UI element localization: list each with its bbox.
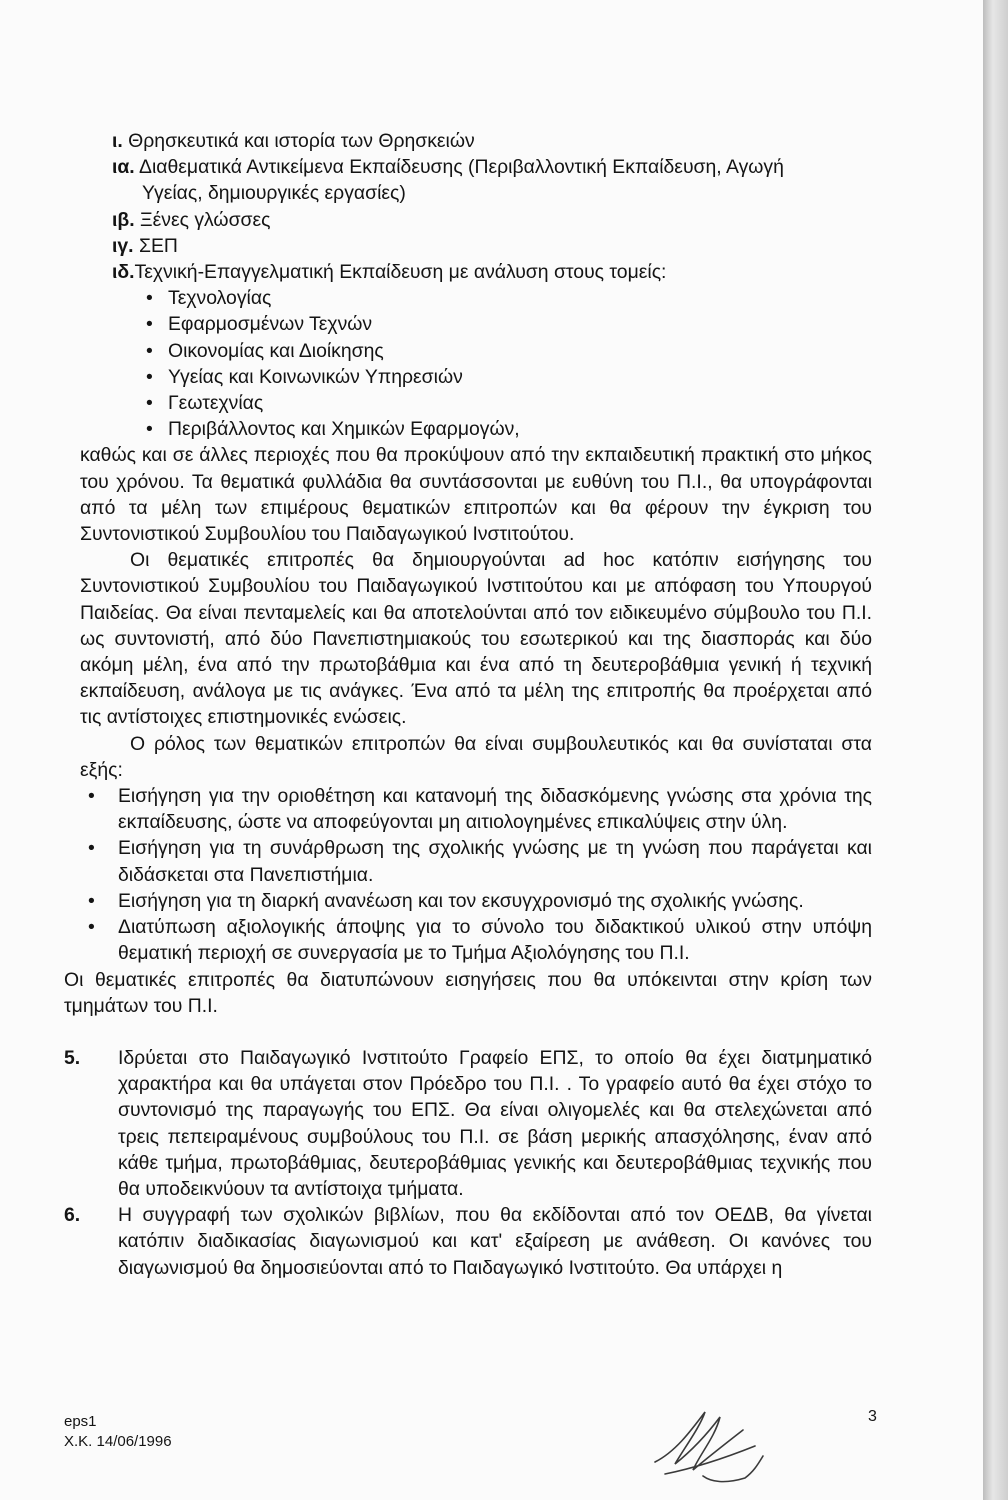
point-text: Ιδρύεται στο Παιδαγωγικό Ινστιτούτο Γραφείο ΕΠΣ, το οποίο θα έχει διατμηματικό χαρακτήρα και θα υπάγεται στον Πρόεδρο του Π.Ι. . Το γραφείο αυτό θα έχει στόχο το συντονισμό της παραγωγής του ΕΠΣ. Θα είναι ολιγομελές και θα στελεχώνεται από τρεις πεπειραμένους συμβούλους του Π.Ι. σε βάση μερικής απασχόλησης, έναν από κάθε τμήμα, πρωτοβάθμιας, δευτεροβάθμιας γενικής και δευτεροβάθμιας τεχνικής που θα υποδεικνύουν τα αντίστοιχα τμήματα. xyxy=(118,1046,872,1200)
subject-item xyxy=(80,233,872,259)
role-bullet: • Εισήγηση για τη συνάρθρωση της σχολικής γνώσης με τη γνώση που παράγεται και διδάσκεται στα Πανεπιστήμια. xyxy=(80,835,872,887)
paragraph-thematic-leaflets: καθώς και σε άλλες περιοχές που θα προκύψουν από την εκπαιδευτική πρακτική στο μήκος του χρόνου. Τα θεματικά φυλλάδια θα συντάσσονται με ευθύνη του Π.Ι., θα υπογράφονται από τα μέλη των επιμέρους θεματικών επιτροπών και θα φέρουν την έγκριση του Συντονιστικού Συμβουλίου του Παιδαγωγικού Ινστιτούτου. xyxy=(80,444,872,546)
page-edge xyxy=(983,0,1008,1500)
point-number: 5. xyxy=(64,1046,81,1069)
paragraph-recommendations: Οι θεματικές επιτροπές θα διατυπώνουν εισηγήσεις που θα υπόκεινται στην κρίση των τμημάτων του Π.Ι. xyxy=(64,968,872,1017)
subject-item xyxy=(80,154,872,206)
paragraph-committees: Οι θεματικές επιτροπές θα δημιουργούνται ad hoc κατόπιν εισήγησης του Συντονιστικού Συμβουλίου του Παιδαγωγικού Ινστιτούτου και με απόφαση του Υπουργού Παιδείας. Θα είναι πενταμελείς και θα αποτελούνται από τον ειδικευμένο σύμβουλο του Π.Ι. ως συντονιστή, από δύο Πανεπιστημιακούς του εσωτερικού και της διασποράς και δύο ακόμη μέλη, ένα από την πρωτοβάθμια και ένα από τη δευτεροβάθμια γενική ή τεχνική εκπαίδευση, ανάλογα με τις ανάγκες. Ένα από τα μέλη της επιτροπής θα προέρχεται από τις αντίστοιχες επιστημονικές ενώσεις. xyxy=(80,549,872,729)
sector-bullet: • Γεωτεχνίας xyxy=(80,390,872,416)
item-continuation: Υγείας, δημιουργικές εργασίες) xyxy=(142,182,406,205)
item-text: ΣΕΠ xyxy=(138,234,178,257)
footer-date: Χ.Κ. 14/06/1996 xyxy=(64,1433,172,1450)
sector-bullet: • Υγείας και Κοινωνικών Υπηρεσιών xyxy=(80,364,872,390)
item-text: Διαθεματικά Αντικείμενα Εκπαίδευσης (Περιβαλλοντική Εκπαίδευση, Αγωγή xyxy=(139,156,784,179)
signature xyxy=(645,1392,775,1492)
sector-bullet: • Περιβάλλοντος και Χημικών Εφαρμογών, xyxy=(80,416,872,442)
document-body xyxy=(64,128,872,1281)
item-text: Τεχνική-Επαγγελματική Εκπαίδευση με ανάλυση στους τομείς: xyxy=(134,261,667,284)
role-bullet: • Διατύπωση αξιολογικής άποψης για το σύνολο του διδακτικού υλικού στην υπόψη θεματική περιοχή σε συνεργασία με το Τμήμα Αξιολόγησης του Π.Ι. xyxy=(80,914,872,966)
item-number: ιβ. xyxy=(112,208,135,231)
item-text: Θρησκευτικά και ιστορία των Θρησκειών xyxy=(128,130,475,152)
point-text: Η συγγραφή των σχολικών βιβλίων, που θα εκδίδονται από τον ΟΕΔΒ, θα γίνεται κατόπιν διαδικασίας διαγωνισμού και κατ' εξαίρεση με ανάθεση. Οι κανόνες του διαγωνισμού θα δημοσιεύονται από το Παιδαγωγικό Ινστιτούτο. Θα υπάρχει η xyxy=(118,1204,872,1279)
item-number: ιδ. xyxy=(112,261,135,284)
item-text: Ξένες γλώσσες xyxy=(140,208,271,231)
sector-bullet: • Τεχνολογίας xyxy=(80,285,872,311)
item-number: ιγ. xyxy=(112,234,134,257)
role-bullet: • Εισήγηση για τη διαρκή ανανέωση και τον εκσυγχρονισμό της σχολικής γνώσης. xyxy=(80,888,872,914)
page-number: 3 xyxy=(868,1408,877,1425)
subject-item xyxy=(80,128,872,154)
role-bullet: • Εισήγηση για την οριοθέτηση και κατανομή της διδασκόμενης γνώσης στα χρόνια της εκπαίδευσης, ώστε να αποφεύγονται μη αιτιολογημένες επικαλύψεις στην ύλη. xyxy=(80,783,872,835)
point-6 xyxy=(64,1202,872,1281)
footer-code: eps1 xyxy=(64,1413,97,1430)
sector-bullet: • Οικονομίας και Διοίκησης xyxy=(80,338,872,364)
item-number: ια. xyxy=(112,156,135,179)
paragraph-role: Ο ρόλος των θεματικών επιτροπών θα είναι συμβουλευτικός και θα συνίσταται στα εξής: xyxy=(80,732,872,781)
point-5 xyxy=(64,1045,872,1202)
sector-bullet: • Εφαρμοσμένων Τεχνών xyxy=(80,311,872,337)
subject-item xyxy=(80,259,872,285)
point-number: 6. xyxy=(64,1204,81,1227)
subject-item xyxy=(80,207,872,233)
item-number: ι. xyxy=(112,130,123,152)
footer xyxy=(64,1412,172,1452)
